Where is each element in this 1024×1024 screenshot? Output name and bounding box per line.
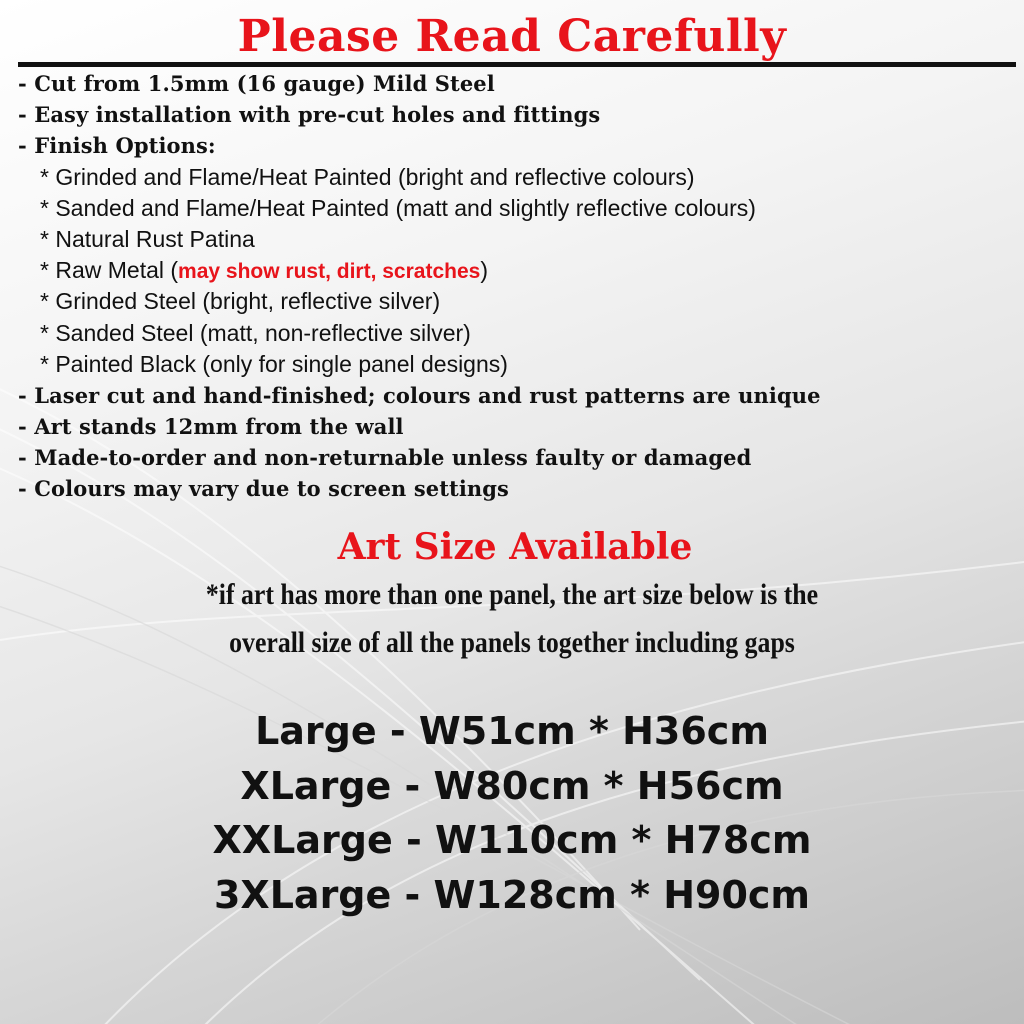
size-option-xxlarge: XXLarge - W110cm * H78cm: [212, 818, 812, 862]
list-item: - Laser cut and hand-finished; colours and rust patterns are unique: [18, 382, 821, 408]
size-heading: Art Size Available: [337, 526, 693, 568]
list-item: - Art stands 12mm from the wall: [18, 414, 404, 440]
finish-option-raw-metal: [18, 255, 1018, 286]
page-title: Please Read Carefully: [237, 11, 787, 62]
list-item: - Easy installation with pre-cut holes and fittings: [18, 102, 601, 128]
finish-option: * Natural Rust Patina: [40, 225, 255, 252]
finish-option-prefix: * Raw Metal (: [40, 257, 179, 284]
size-list: [0, 704, 1024, 922]
size-option-xlarge: XLarge - W80cm * H56cm: [240, 763, 784, 808]
list-item: - Finish Options:: [18, 133, 216, 159]
size-option-3xlarge: 3XLarge - W128cm * H90cm: [213, 872, 811, 917]
list-item: - Made-to-order and non-returnable unless faulty or damaged: [18, 445, 752, 471]
feature-list: [18, 68, 1018, 505]
list-item: - Colours may vary due to screen settings: [18, 476, 509, 502]
finish-option: * Grinded and Flame/Heat Painted (bright and reflective colours): [40, 163, 695, 190]
warning-text: may show rust, dirt, scratches: [178, 260, 481, 284]
finish-option: * Sanded Steel (matt, non-reflective silver): [40, 319, 471, 346]
finish-option-suffix: ): [480, 257, 488, 284]
size-note-line-1: *if art has more than one panel, the art size below is the: [205, 578, 819, 611]
finish-option: * Grinded Steel (bright, reflective silver): [40, 288, 441, 315]
finish-option: * Painted Black (only for single panel designs): [40, 350, 508, 377]
divider: [18, 62, 1016, 67]
list-item: - Cut from 1.5mm (16 gauge) Mild Steel: [18, 71, 495, 96]
size-note-line-2: overall size of all the panels together including gaps: [229, 626, 795, 659]
finish-option: * Sanded and Flame/Heat Painted (matt and slightly reflective colours): [40, 194, 756, 221]
size-option-large: Large - W51cm * H36cm: [255, 709, 769, 753]
